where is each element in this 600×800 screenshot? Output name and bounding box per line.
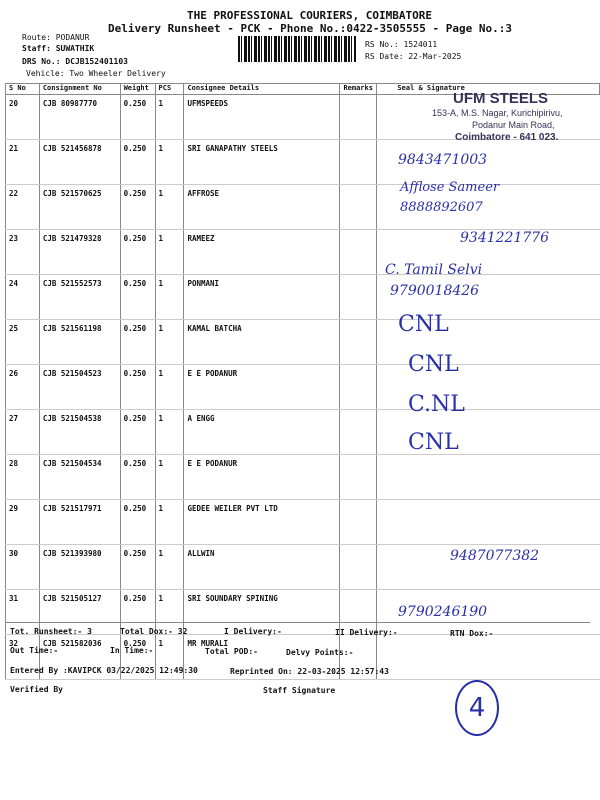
handwritten-cnl: CNL	[398, 312, 449, 337]
pcs: 1	[155, 275, 184, 320]
remarks	[340, 95, 377, 140]
consignment-no: CJB 521504523	[39, 365, 120, 410]
pcs: 1	[155, 545, 184, 590]
consignment-no: CJB 521552573	[39, 275, 120, 320]
consignment-no: CJB 521504534	[39, 455, 120, 500]
pcs: 1	[155, 410, 184, 455]
sno: 30	[6, 545, 40, 590]
weight: 0.250	[120, 320, 155, 365]
remarks	[340, 365, 377, 410]
table-row	[6, 140, 600, 185]
table-row	[6, 590, 600, 635]
remarks	[340, 545, 377, 590]
consignee: PONMANI	[184, 275, 340, 320]
pcs: 1	[155, 140, 184, 185]
total-pod: Total POD:-	[205, 647, 258, 656]
remarks	[340, 275, 377, 320]
company-title: THE PROFESSIONAL COURIERS, COIMBATORE	[187, 9, 433, 22]
consignment-no: CJB 521505127	[39, 590, 120, 635]
remarks	[340, 500, 377, 545]
sno: 23	[6, 230, 40, 275]
handwritten-cnl: C.NL	[408, 392, 465, 417]
verified-by: Verified By	[10, 685, 63, 694]
consignment-no: CJB 521479328	[39, 230, 120, 275]
consignee: KAMAL BATCHA	[184, 320, 340, 365]
ii-delivery: II Delivery:-	[335, 628, 398, 637]
consignment-no: CJB 521582036	[39, 635, 120, 680]
consignee: E E PODANUR	[184, 455, 340, 500]
consignee: SRI GANAPATHY STEELS	[184, 140, 340, 185]
rs-no: RS No.: 1524011	[365, 40, 438, 49]
runsheet-table	[5, 83, 600, 680]
weight: 0.250	[120, 635, 155, 680]
drs-no: DRS No.: DCJB152401103	[22, 57, 128, 66]
reprinted-on: Reprinted On: 22-03-2025 12:57:43	[230, 667, 389, 676]
table-row	[6, 455, 600, 500]
seal-signature	[377, 635, 600, 680]
pcs: 1	[155, 635, 184, 680]
sno: 29	[6, 500, 40, 545]
col-consignee: Consignee Details	[184, 84, 340, 95]
weight: 0.250	[120, 365, 155, 410]
col-pcs: PCS	[155, 84, 184, 95]
handwritten-phone: 9487077382	[450, 548, 540, 564]
delvy-points: Delvy Points:-	[286, 648, 354, 657]
weight: 0.250	[120, 185, 155, 230]
sno: 25	[6, 320, 40, 365]
weight: 0.250	[120, 140, 155, 185]
stamp-name: UFM STEELS	[453, 90, 549, 107]
pcs: 1	[155, 95, 184, 140]
i-delivery: I Delivery:-	[224, 627, 282, 636]
weight: 0.250	[120, 95, 155, 140]
sno: 26	[6, 365, 40, 410]
remarks	[340, 455, 377, 500]
sno: 27	[6, 410, 40, 455]
weight: 0.250	[120, 545, 155, 590]
consignment-no: CJB 521517971	[39, 500, 120, 545]
remarks	[340, 320, 377, 365]
handwritten-phone: 8888892607	[400, 200, 483, 215]
table-row	[6, 500, 600, 545]
handwritten-name: Afflose Sameer	[400, 180, 500, 195]
pcs: 1	[155, 455, 184, 500]
runsheet-subtitle: Delivery Runsheet - PCK - Phone No.:0422-3505555 - Page No.:3	[108, 22, 512, 35]
stamp-line2: Podanur Main Road,	[472, 120, 555, 130]
handwritten-cnl: CNL	[408, 430, 459, 455]
consignee: GEDEE WEILER PVT LTD	[184, 500, 340, 545]
circled-number: 4	[455, 680, 499, 736]
weight: 0.250	[120, 500, 155, 545]
out-time: Out Time:-	[10, 646, 59, 655]
sno: 22	[6, 185, 40, 230]
stamp-line3: Coimbatore - 641 023.	[455, 132, 559, 143]
pcs: 1	[155, 365, 184, 410]
rs-date: RS Date: 22-Mar-2025	[365, 52, 462, 61]
staff: Staff: SUWATHIK	[22, 44, 95, 53]
sno: 31	[6, 590, 40, 635]
consignee: UFMSPEEDS	[184, 95, 340, 140]
seal-signature	[377, 455, 600, 500]
table-row	[6, 185, 600, 230]
table-row	[6, 365, 600, 410]
in-time: In Time:-	[110, 646, 154, 655]
divider	[5, 622, 590, 623]
consignee: AFFROSE	[184, 185, 340, 230]
seal-signature	[377, 500, 600, 545]
route: Route: PODANUR	[22, 33, 90, 42]
consignee: A ENGG	[184, 410, 340, 455]
handwritten-phone: 9790018426	[390, 283, 480, 299]
remarks	[340, 230, 377, 275]
sno: 32	[6, 635, 40, 680]
consignment-no: CJB 521561198	[39, 320, 120, 365]
weight: 0.250	[120, 455, 155, 500]
consignment-no: CJB 521570625	[39, 185, 120, 230]
barcode	[238, 36, 356, 62]
handwritten-cnl: CNL	[408, 352, 459, 377]
pcs: 1	[155, 500, 184, 545]
consignment-no: CJB 521456878	[39, 140, 120, 185]
vehicle: Vehicle: Two Wheeler Delivery	[26, 69, 166, 78]
weight: 0.250	[120, 410, 155, 455]
col-weight: Weight	[120, 84, 155, 95]
handwritten-phone: 9843471003	[398, 152, 488, 168]
handwritten-phone: 9790246190	[398, 604, 488, 620]
weight: 0.250	[120, 275, 155, 320]
col-seal: Seal & Signature	[377, 84, 600, 95]
consignment-no: CJB 521393980	[39, 545, 120, 590]
total-dox: Total Dox:- 32	[120, 627, 188, 636]
pcs: 1	[155, 230, 184, 275]
consignee: ALLWIN	[184, 545, 340, 590]
pcs: 1	[155, 185, 184, 230]
sno: 28	[6, 455, 40, 500]
weight: 0.250	[120, 230, 155, 275]
consignee: MR MURALI	[184, 635, 340, 680]
table-row	[6, 410, 600, 455]
table-row	[6, 275, 600, 320]
pcs: 1	[155, 320, 184, 365]
col-consignment: Consignment No	[39, 84, 120, 95]
consignee: E E PODANUR	[184, 365, 340, 410]
sno: 21	[6, 140, 40, 185]
table-row	[6, 320, 600, 365]
handwritten-name: C. Tamil Selvi	[385, 262, 483, 278]
entered-by: Entered By :KAVIPCK 03/22/2025 12:49:30	[10, 666, 198, 675]
tot-runsheet: Tot. Runsheet:- 3	[10, 627, 92, 636]
col-remarks: Remarks	[340, 84, 377, 95]
rtn-dox: RTN Dox:-	[450, 629, 494, 638]
consignee: RAMEEZ	[184, 230, 340, 275]
weight: 0.250	[120, 590, 155, 635]
consignment-no: CJB 80987770	[39, 95, 120, 140]
consignment-no: CJB 521504538	[39, 410, 120, 455]
stamp-line1: 153-A, M.S. Nagar, Kurichipirivu,	[432, 108, 563, 118]
pcs: 1	[155, 590, 184, 635]
remarks	[340, 410, 377, 455]
staff-signature-label: Staff Signature	[263, 686, 336, 695]
sno: 20	[6, 95, 40, 140]
remarks	[340, 185, 377, 230]
col-sno: S No	[6, 84, 40, 95]
consignee: SRI SOUNDARY SPINING	[184, 590, 340, 635]
sno: 24	[6, 275, 40, 320]
handwritten-phone: 9341221776	[460, 230, 550, 246]
remarks	[340, 140, 377, 185]
